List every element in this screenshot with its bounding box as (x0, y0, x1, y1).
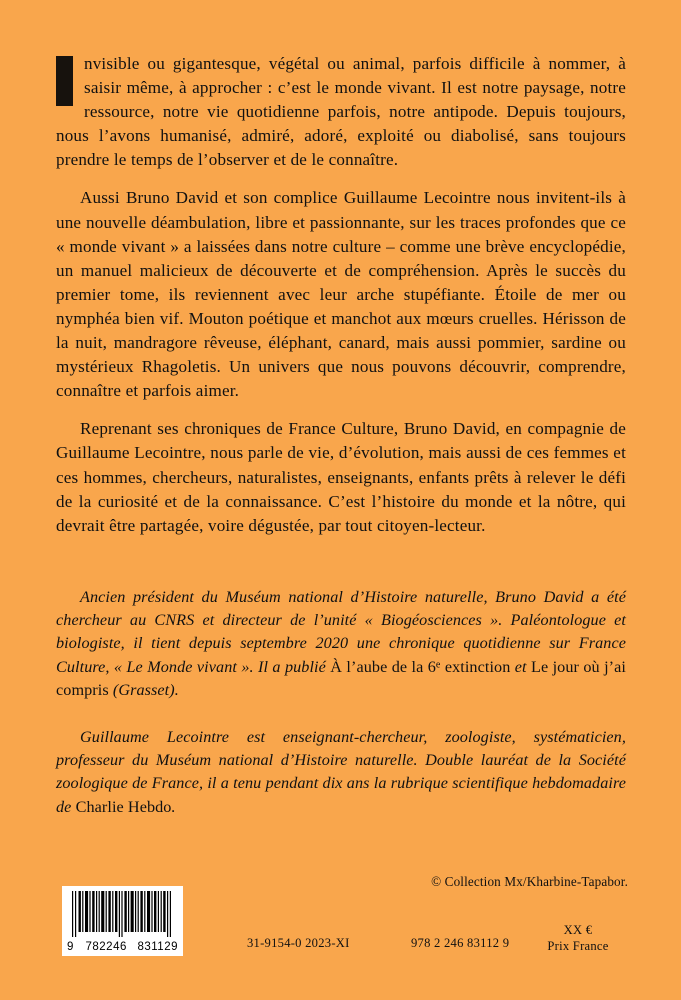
drop-cap-initial (56, 56, 73, 106)
book-title-jour: Le jour où j’ai compris (56, 657, 626, 699)
blurb-paragraph-3: Reprenant ses chroniques de France Culture, Bruno David, en compagnie de Guillaume Lecointre, nous parle de vie, d’évolution, mais aussi de ces femmes et ces hommes, chercheurs, naturalistes, enseignants, enfants prêts à relever le défi de la curiosité et de la connaissance. C’est l’histoire du monde et la nôtre, qui devrait être partagée, voire dégustée, par tout citoyen-lecteur. (56, 419, 626, 535)
footer-meta-row (0, 923, 681, 976)
publication-title-charlie-hebdo: Charlie Hebdo (75, 797, 172, 816)
blurb-block (56, 52, 626, 538)
catalog-reference: 31-9154-0 2023-XI (247, 936, 350, 950)
bio-guillaume-lecointre (56, 726, 626, 819)
bio-bruno-david (56, 586, 626, 702)
bio-connector: et (510, 657, 531, 676)
bio-bruno-david-text: Ancien président du Muséum national d’Histoire naturelle, Bruno David a été chercheur au CNRS et directeur de l’unité « Biogéosciences ». Paléontologue et biologiste, il tient depuis septembre 2020 une chronique quotidienne sur France Culture, « Le Monde vivant ». Il a publié (56, 588, 626, 676)
author-bios-block (56, 586, 626, 819)
barcode-bars (66, 891, 179, 937)
book-title-aube-pre: À l’aube de la 6 (330, 657, 436, 676)
barcode-lead-digit: 9 (67, 941, 74, 953)
blurb-paragraph-2: Aussi Bruno David et son complice Guillaume Lecointre nous invitent-ils à une nouvelle déambulation, libre et passionnante, sur les traces profondes que ce « monde vivant » a laissées dans notre culture – comme une brève encyclopédie, un manuel malicieux de découverte et de compréhension. Après le succès du premier tome, ils reviennent avec leur arche stupéfiante. Étoile de mer ou nymphéa bien vif. Mouton poétique et manchot aux mœurs cruelles. Hérisson de la nuit, mandragore rêveuse, éléphant, canard, mais aussi pommier, sardine ou mystérieux Rhagoletis. Un univers que nous pouvons découvrir, comprendre, connaître et parfois aimer. (56, 188, 626, 401)
price-block (528, 922, 628, 954)
price-amount: XX € (563, 923, 593, 937)
price-label: Prix France (547, 939, 609, 953)
ordinal-superscript: e (435, 659, 441, 671)
barcode-group-right: 831129 (137, 941, 178, 953)
blurb-paragraph-1 (56, 52, 626, 172)
barcode-group-left: 782246 (85, 941, 127, 953)
isbn-number: 978 2 246 83112 9 (411, 936, 510, 950)
image-credit: © Collection Mx/Kharbine-Tapabor. (431, 874, 628, 889)
blurb-paragraph-1-text: nvisible ou gigantesque, végétal ou animal, parfois difficile à nommer, à saisir même, à approcher : c’est le monde vivant. Il est notre paysage, notre ressource, notre vie quotidienne parfois, notre antipode. Depuis toujours, nous l’avons humanisé, admiré, adoré, exploité ou diabolisé, sans toujours prendre le temps de l’observer et de le connaître. (56, 54, 626, 170)
bio-publisher: (Grasset). (108, 680, 179, 699)
book-title-aube (330, 658, 510, 676)
bio-guillaume-lecointre-text: Guillaume Lecointre est enseignant-chercheur, zoologiste, systématicien, professeur du Muséum national d’Histoire naturelle. Double lauréat de la Société zoologique de France, il a tenu pendant dix ans la rubrique scientifique hebdomadaire de (56, 728, 626, 816)
book-title-aube-post: extinction (440, 657, 511, 676)
bio-lecointre-end: . (171, 797, 176, 816)
